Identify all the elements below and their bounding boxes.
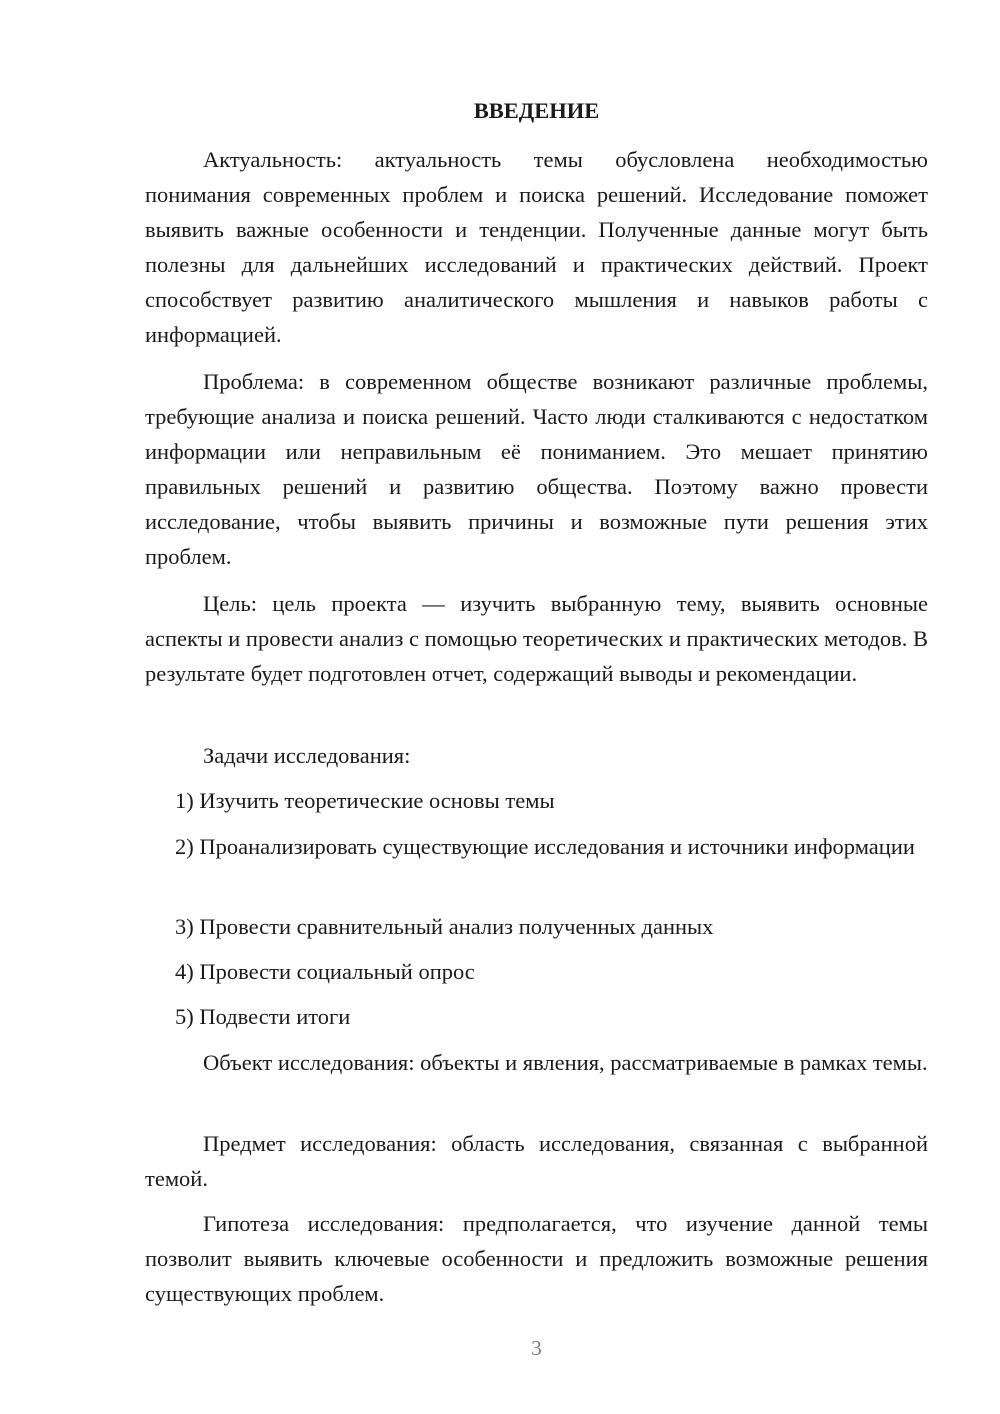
task-item-1: 1) Изучить теоретические основы темы (175, 788, 555, 813)
paragraph-relevance: Актуальность: актуальность темы обусловлена необходимостью понимания современных проблем и поиска решений. Исследование поможет выявить важные особенности и тенденции. Полученные данные могут быть полезны для дальнейших исследований и практических действий. Проект способствует развитию аналитического мышления и навыков работы с информацией. (145, 147, 928, 347)
task-item-2: 2) Проанализировать существующие исследования и источники информации (175, 834, 915, 859)
page-number: 3 (531, 1336, 542, 1360)
paragraph-goal: Цель: цель проекта — изучить выбранную тему, выявить основные аспекты и провести анализ с помощью теоретических и практических методов. В результате будет подготовлен отчет, содержащий выводы и рекомендации. (145, 591, 928, 686)
task-item-3: 3) Провести сравнительный анализ полученных данных (175, 914, 714, 939)
task-item-4: 4) Провести социальный опрос (175, 959, 475, 984)
task-item-5: 5) Подвести итоги (175, 1004, 351, 1029)
paragraph-problem: Проблема: в современном обществе возникают различные проблемы, требующие анализа и поиска решений. Часто люди сталкиваются с недостатком информации или неправильным её пониманием. Это мешает принятию правильных решений и развитию общества. Поэтому важно провести исследование, чтобы выявить причины и возможные пути решения этих проблем. (145, 369, 928, 569)
paragraph-object: Объект исследования: объекты и явления, рассматриваемые в рамках темы. (203, 1050, 928, 1075)
tasks-heading: Задачи исследования: (203, 743, 411, 768)
paragraph-hypothesis: Гипотеза исследования: предполагается, что изучение данной темы позволит выявить ключевые особенности и предложить возможные решения существующих проблем. (145, 1211, 928, 1306)
page-title: ВВЕДЕНИЕ (473, 98, 600, 123)
paragraph-subject: Предмет исследования: область исследования, связанная с выбранной темой. (145, 1131, 928, 1191)
